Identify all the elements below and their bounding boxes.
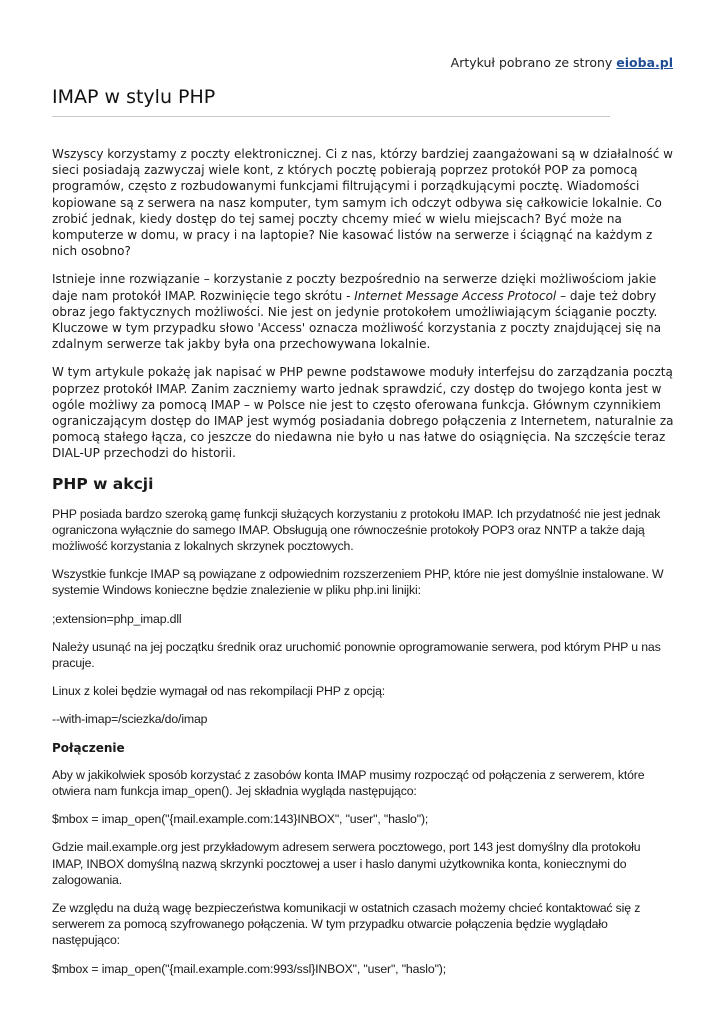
connection-paragraph-1: Aby w jakikolwiek sposób korzystać z zasobów konta IMAP musimy rozpocząć od połączenia z serwerem, które otwiera nam funkcja imap_open(). Jej składnia wygląda następująco:	[52, 767, 645, 798]
section-heading-php: PHP w akcji	[52, 474, 154, 493]
source-attribution	[451, 55, 673, 70]
intro-paragraph-2	[52, 271, 674, 352]
php-paragraph-4: Linux z kolei będzie wymagał od nas rekompilacji PHP z opcją:	[52, 684, 386, 699]
source-prefix: Artykuł pobrano ze strony	[450, 55, 613, 70]
intro-paragraph-2-after: – daje też dobry obraz jego faktycznych możliwości. Nie jest on jedynie protokołem umożliwiającym ściąganie poczty. Kluczowe w tym przypadku słowo 'Access' oznacza możliwość korzystania z poczty znajdującej się na zdalnym serwerze tak jakby była ona przechowywana lokalnie.	[52, 288, 662, 352]
connection-code-2: $mbox = imap_open("{mail.example.com:993/ssl}INBOX", "user", "haslo");	[52, 961, 447, 976]
php-code-configure: --with-imap=/sciezka/do/imap	[52, 712, 208, 727]
php-paragraph-2: Wszystkie funkcje IMAP są powiązane z odpowiednim rozszerzeniem PHP, które nie jest domyślnie instalowane. W systemie Windows konieczne będzie znalezienie w pliku php.ini linijki:	[52, 567, 664, 598]
php-code-extension: ;extension=php_imap.dll	[52, 611, 182, 626]
article-body	[52, 146, 674, 989]
section-heading-connection: Połączenie	[52, 740, 125, 755]
php-paragraph-3: Należy usunąć na jej początku średnik oraz uruchomić ponownie oprogramowanie serwera, pod którym PHP u nas pracuje.	[52, 639, 661, 671]
article-title: IMAP w stylu PHP	[52, 86, 216, 108]
intro-paragraph-3: W tym artykule pokażę jak napisać w PHP pewne podstawowe moduły interfejsu do zarządzania pocztą poprzez protokół IMAP. Zanim zaczniemy warto jednak sprawdzić, czy dostęp do twojego konta jest w ogóle możliwy za pomocą IMAP – w Polsce nie jest to często oferowana funkcja. Głównym czynnikiem ograniczającym dostęp do IMAP jest wymóg posiadania dobrego połączenia z Internetem, naturalnie za pomocą stałego łącza, co jeszcze do niedawna nie było u nas łatwe do osiągnięcia. Na szczęście teraz DIAL-UP przechodzi do historii.	[52, 365, 674, 461]
connection-paragraph-3: Ze względu na dużą wagę bezpieczeństwa komunikacji w ostatnich czasach możemy chcieć kontaktować się z serwerem za pomocą szyfrowanego połączenia. W tym przypadku otwarcie połączenia będzie wyglądało następująco:	[52, 900, 641, 948]
intro-paragraph-2-emphasis: Internet Message Access Protocol	[354, 288, 557, 303]
connection-code-1: $mbox = imap_open("{mail.example.com:143}INBOX", "user", "haslo");	[52, 812, 429, 827]
connection-paragraph-2: Gdzie mail.example.org jest przykładowym adresem serwera pocztowego, port 143 jest domyślny dla protokołu IMAP, INBOX domyślną nazwą skrzynki pocztowej a user i haslo danymi użytkownika konta, koniecznymi do zalogowania.	[52, 840, 641, 887]
intro-paragraph-2-before: Istnieje inne rozwiązanie – korzystanie z poczty bezpośrednio na serwerze dzięki możliwościom jakie daje nam protokół IMAP. Rozwinięcie tego skrótu -	[52, 272, 657, 303]
source-link[interactable]: eioba.pl	[616, 55, 673, 70]
title-divider	[52, 116, 610, 117]
intro-paragraph-1: Wszyscy korzystamy z poczty elektronicznej. Ci z nas, którzy bardziej zaangażowani są w działalność w sieci posiadają zazwyczaj wiele kont, z których pocztę pobierają poprzez protokół POP za pomocą programów, często z rozbudowanymi funkcjami filtrującymi i porządkującymi pocztę. Wiadomości kopiowane są z serwera na nasz komputer, tym samym ich odczyt odbywa się całkowicie lokalnie. Co zrobić jednak, kiedy dostęp do tej samej poczty chcemy mieć w wielu miejscach? Być może na komputerze w domu, w pracy i na laptopie? Nie kasować listów na serwerze i ściągnąć na każdym z nich osobno?	[52, 147, 673, 259]
php-paragraph-1: PHP posiada bardzo szeroką gamę funkcji służących korzystaniu z protokołu IMAP. Ich przydatność nie jest jednak ograniczona wyłącznie do samego IMAP. Obsługują one równocześnie protokoły POP3 oraz NNTP a także dają możliwość korzystania z lokalnych skrzynek pocztowych.	[52, 506, 661, 554]
